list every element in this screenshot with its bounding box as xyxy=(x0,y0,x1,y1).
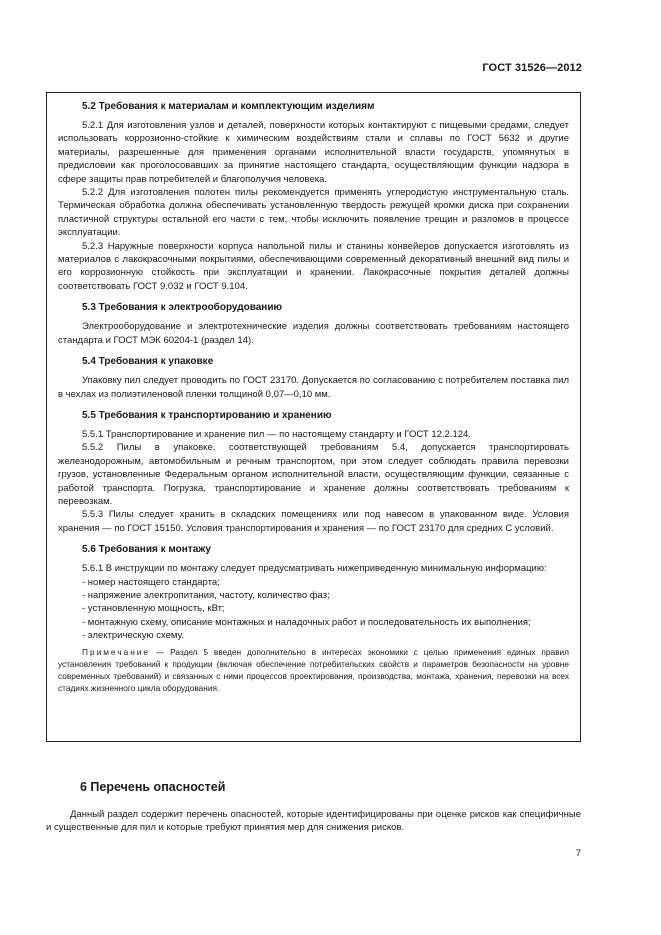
paragraph-5-2-3: 5.2.3 Наружные поверхности корпуса напольной пилы и станины конвейеров допускается изготовлять из материалов с лакокрасочными покрытиями, обеспечивающими современный декоративный внешний вид пилы и его коррозионную стойкость при эксплуатации и хранении. Лакокрасочные покрытия деталей должны соответствовать ГОСТ 9.032 и ГОСТ 9.104. xyxy=(58,240,569,292)
paragraph-5-5-1: 5.5.1 Транспортирование и хранение пил — по настоящему стандарту и ГОСТ 12.2.124. xyxy=(82,428,471,440)
heading-section-6: 6 Перечень опасностей xyxy=(80,780,226,794)
document-code: ГОСТ 31526—2012 xyxy=(482,62,582,74)
list-item: - электрическую схему. xyxy=(82,630,184,642)
list-item: - установленную мощность, кВт; xyxy=(82,603,225,615)
note-label: Примечание xyxy=(82,646,151,657)
heading-5-5: 5.5 Требования к транспортированию и хранению xyxy=(82,409,332,421)
page-number: 7 xyxy=(575,848,581,859)
paragraph-5-3: Электрооборудование и электротехнические изделия должны соответствовать требованиям настоящего стандарта и ГОСТ МЭК 60204-1 (раздел 14). xyxy=(58,321,569,346)
paragraph-section-6: Данный раздел содержит перечень опасностей, которые идентифицированы при оценке рисков как специфичные и существенные для пил и которые требуют принятия мер для снижения рисков. xyxy=(46,809,581,834)
paragraph-5-5-3: 5.5.3 Пилы следует хранить в складских помещениях или под навесом в упакованном виде. Условия хранения — по ГОСТ 15150. Условия транспортирования и хранения — по ГОСТ 23170 для средних С условий. xyxy=(58,509,569,534)
list-item: - монтажную схему, описание монтажных и наладочных работ и последовательность их выполнения; xyxy=(82,616,531,628)
heading-5-2: 5.2 Требования к материалам и комплектующим изделиям xyxy=(82,101,375,112)
list-item: - напряжение электропитания, частоту, количество фаз; xyxy=(82,589,330,601)
list-item: - номер настоящего стандарта; xyxy=(82,576,220,588)
heading-5-4: 5.4 Требования к упаковке xyxy=(82,356,214,368)
paragraph-5-2-2: 5.2.2 Для изготовления полотен пилы рекомендуется применять углеродистую инструментальную сталь. Термическая обработка должна обеспечивать установленную твердость режущей кромки диска при сохранении пластичной структуры остальной его части с тем, чтобы исключить появление трещин и разломов в процессе эксплуатации. xyxy=(58,187,569,239)
paragraph-5-4: Упаковку пил следует проводить по ГОСТ 23170. Допускается по согласованию с потребителем поставка пил в чехлах из полиэтиленовой пленки толщиной 0,07—0,10 мм. xyxy=(58,375,569,400)
section-5-frame xyxy=(46,92,581,742)
note-text: — Раздел 5 введен дополнительно в интересах экономики с целью применения единых правил установления требований к продукции (включая обеспечение потребительских свойств и параметров безопасности на уровне современных требований) и связанных с ними процессов проектирования, производства, монтажа, хранения, перевозки на всех стадиях жизненного цикла оборудования. xyxy=(58,646,569,694)
heading-5-6: 5.6 Требования к монтажу xyxy=(82,544,211,556)
note xyxy=(58,646,569,695)
heading-5-3: 5.3 Требования к электрооборудованию xyxy=(82,302,283,314)
paragraph-5-6-1: 5.6.1 В инструкции по монтажу следует предусматривать нижеприведенную минимальную информацию: xyxy=(82,563,547,575)
paragraph-5-2-1: 5.2.1 Для изготовления узлов и деталей, поверхности которых контактируют с пищевыми средами, следует использовать коррозионно-стойкие к химическим воздействиям стали и сплавы по ГОСТ 5632 и другие материалы, разрешенные для применения органами исполнительной власти государств, упомянутых в предисловии как проголосовавших за принятие настоящего стандарта, осуществляющим функции надзора в сфере защиты прав потребителей и благополучия человека. xyxy=(58,120,569,185)
paragraph-5-5-2: 5.5.2 Пилы в упаковке, соответствующей требованиям 5.4, допускается транспортировать железнодорожным, автомобильным и речным транспортом, при этом следует соблюдать правила перевозки грузов, установленные Федеральным органом исполнительной власти, осуществляющим функции, связанные с работой транспорта. Погрузка, транспортирование и хранение должны соответствовать требованиям к перевозкам. xyxy=(58,442,569,507)
